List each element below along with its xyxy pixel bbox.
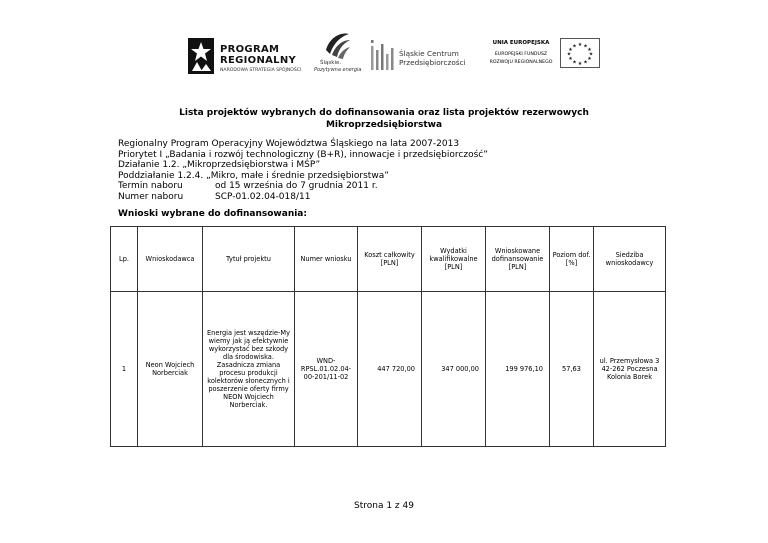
- info-numer-row: [118, 192, 488, 203]
- info-termin-row: [118, 181, 488, 192]
- logo-bar: [0, 30, 768, 80]
- table-header-row: [111, 227, 666, 292]
- svg-text:★: ★: [583, 43, 588, 50]
- header-wnioskodawca: Wnioskodawca: [138, 227, 203, 292]
- projects-table: [110, 226, 666, 447]
- svg-text:★: ★: [568, 56, 573, 62]
- slaskie-centrum-logo: [370, 36, 470, 76]
- svg-text:★: ★: [583, 59, 588, 66]
- eu-flag-icon: [560, 38, 600, 68]
- title-line2: Mikroprzedsiębiorstwa: [325, 120, 443, 130]
- unia-europejska-logo: [483, 36, 603, 76]
- page-footer: Strona 1 z 49: [354, 501, 414, 511]
- slaskie-line2: Pozytywna energia: [314, 67, 362, 73]
- ue-line2: EUROPEJSKI FUNDUSZ: [494, 52, 548, 57]
- cell-koszt: 447 720,00: [358, 292, 422, 447]
- table-row: [111, 292, 666, 447]
- slaskie-centrum-line2: Przedsiębiorczości: [399, 58, 466, 67]
- header-tytul: Tytuł projektu: [203, 227, 295, 292]
- program-regionalny-line3: NARODOWA STRATEGIA SPÓJNOŚCI: [220, 68, 302, 73]
- svg-text:★: ★: [566, 51, 572, 58]
- svg-text:★: ★: [577, 42, 583, 48]
- header-koszt: Koszt całkowity [PLN]: [358, 227, 422, 292]
- program-info: [118, 139, 488, 203]
- info-line3: Działanie 1.2. „Mikroprzedsiębiorstwa i MŚP”: [118, 160, 321, 171]
- ue-line1: UNIA EUROPEJSKA: [492, 40, 550, 46]
- cell-siedziba: ul. Przemysłowa 3 42-262 Poczesna Kolonia Borek: [594, 292, 666, 447]
- cell-wydatki: 347 000,00: [422, 292, 486, 447]
- cell-poziom: 57,63: [550, 292, 594, 447]
- termin-value: od 15 września do 7 grudnia 2011 r.: [215, 181, 378, 192]
- section-title: Wnioski wybrane do dofinansowania:: [118, 209, 307, 219]
- svg-text:★: ★: [572, 59, 577, 66]
- header-siedziba: Siedziba wnioskodawcy: [594, 227, 666, 292]
- slaskie-logo: [312, 30, 362, 78]
- header-lp: Lp.: [111, 227, 138, 292]
- header-poziom: Poziom dof. [%]: [550, 227, 594, 292]
- numer-label: Numer naboru: [118, 191, 184, 202]
- svg-text:★: ★: [572, 43, 577, 50]
- termin-label: Termin naboru: [118, 181, 183, 192]
- info-line1: Regionalny Program Operacyjny Województwa Śląskiego na lata 2007-2013: [118, 139, 460, 149]
- svg-text:★: ★: [587, 47, 592, 53]
- slaskie-swirl-icon: [322, 30, 352, 60]
- slaskie-centrum-bars-icon: [370, 40, 396, 70]
- cell-tytul: Energia jest wszędzie-My wiemy jak ją efektywnie wykorzystać bez szkody dla środowiska. Zasadnicza zmiana procesu produkcji kolektorów słonecznych i poszerzenie oferty firmy NEON Wojciech Norberciak.: [203, 292, 295, 447]
- cell-lp: 1: [111, 292, 138, 447]
- ue-line3: ROZWOJU REGIONALNEGO: [489, 60, 553, 65]
- title-line1: Lista projektów wybranych do dofinansowania oraz lista projektów rezerwowych: [179, 108, 589, 118]
- slaskie-line1: Śląskie.: [320, 60, 342, 66]
- numer-value: SCP-01.02.04-018/11: [215, 191, 311, 202]
- svg-text:★: ★: [587, 56, 592, 62]
- svg-text:★: ★: [577, 61, 583, 67]
- header-numer: Numer wniosku: [295, 227, 358, 292]
- svg-text:★: ★: [568, 47, 573, 53]
- document-title: [0, 107, 768, 131]
- info-line4: Poddziałanie 1.2.4. „Mikro, małe i średnie przedsiębiorstwa”: [118, 170, 389, 181]
- svg-text:★: ★: [588, 51, 594, 58]
- cell-wnioskowane: 199 976,10: [486, 292, 550, 447]
- slaskie-centrum-line1: Śląskie Centrum: [399, 49, 459, 58]
- header-wnioskowane: Wnioskowane dofinansowanie [PLN]: [486, 227, 550, 292]
- program-regionalny-line2: REGIONALNY: [220, 55, 297, 66]
- header-wydatki: Wydatki kwalifikowalne [PLN]: [422, 227, 486, 292]
- cell-wnioskodawca: Neon Wojciech Norberciak: [138, 292, 203, 447]
- info-line2: Priorytet I „Badania i rozwój technologiczny (B+R), innowacje i przedsiębiorczość”: [118, 149, 488, 160]
- cell-numer: WND-RPSL.01.02.04-00-201/11-02: [295, 292, 358, 447]
- program-regionalny-emblem-icon: [188, 38, 214, 74]
- program-regionalny-logo: [188, 36, 318, 76]
- program-regionalny-line1: PROGRAM: [220, 44, 280, 55]
